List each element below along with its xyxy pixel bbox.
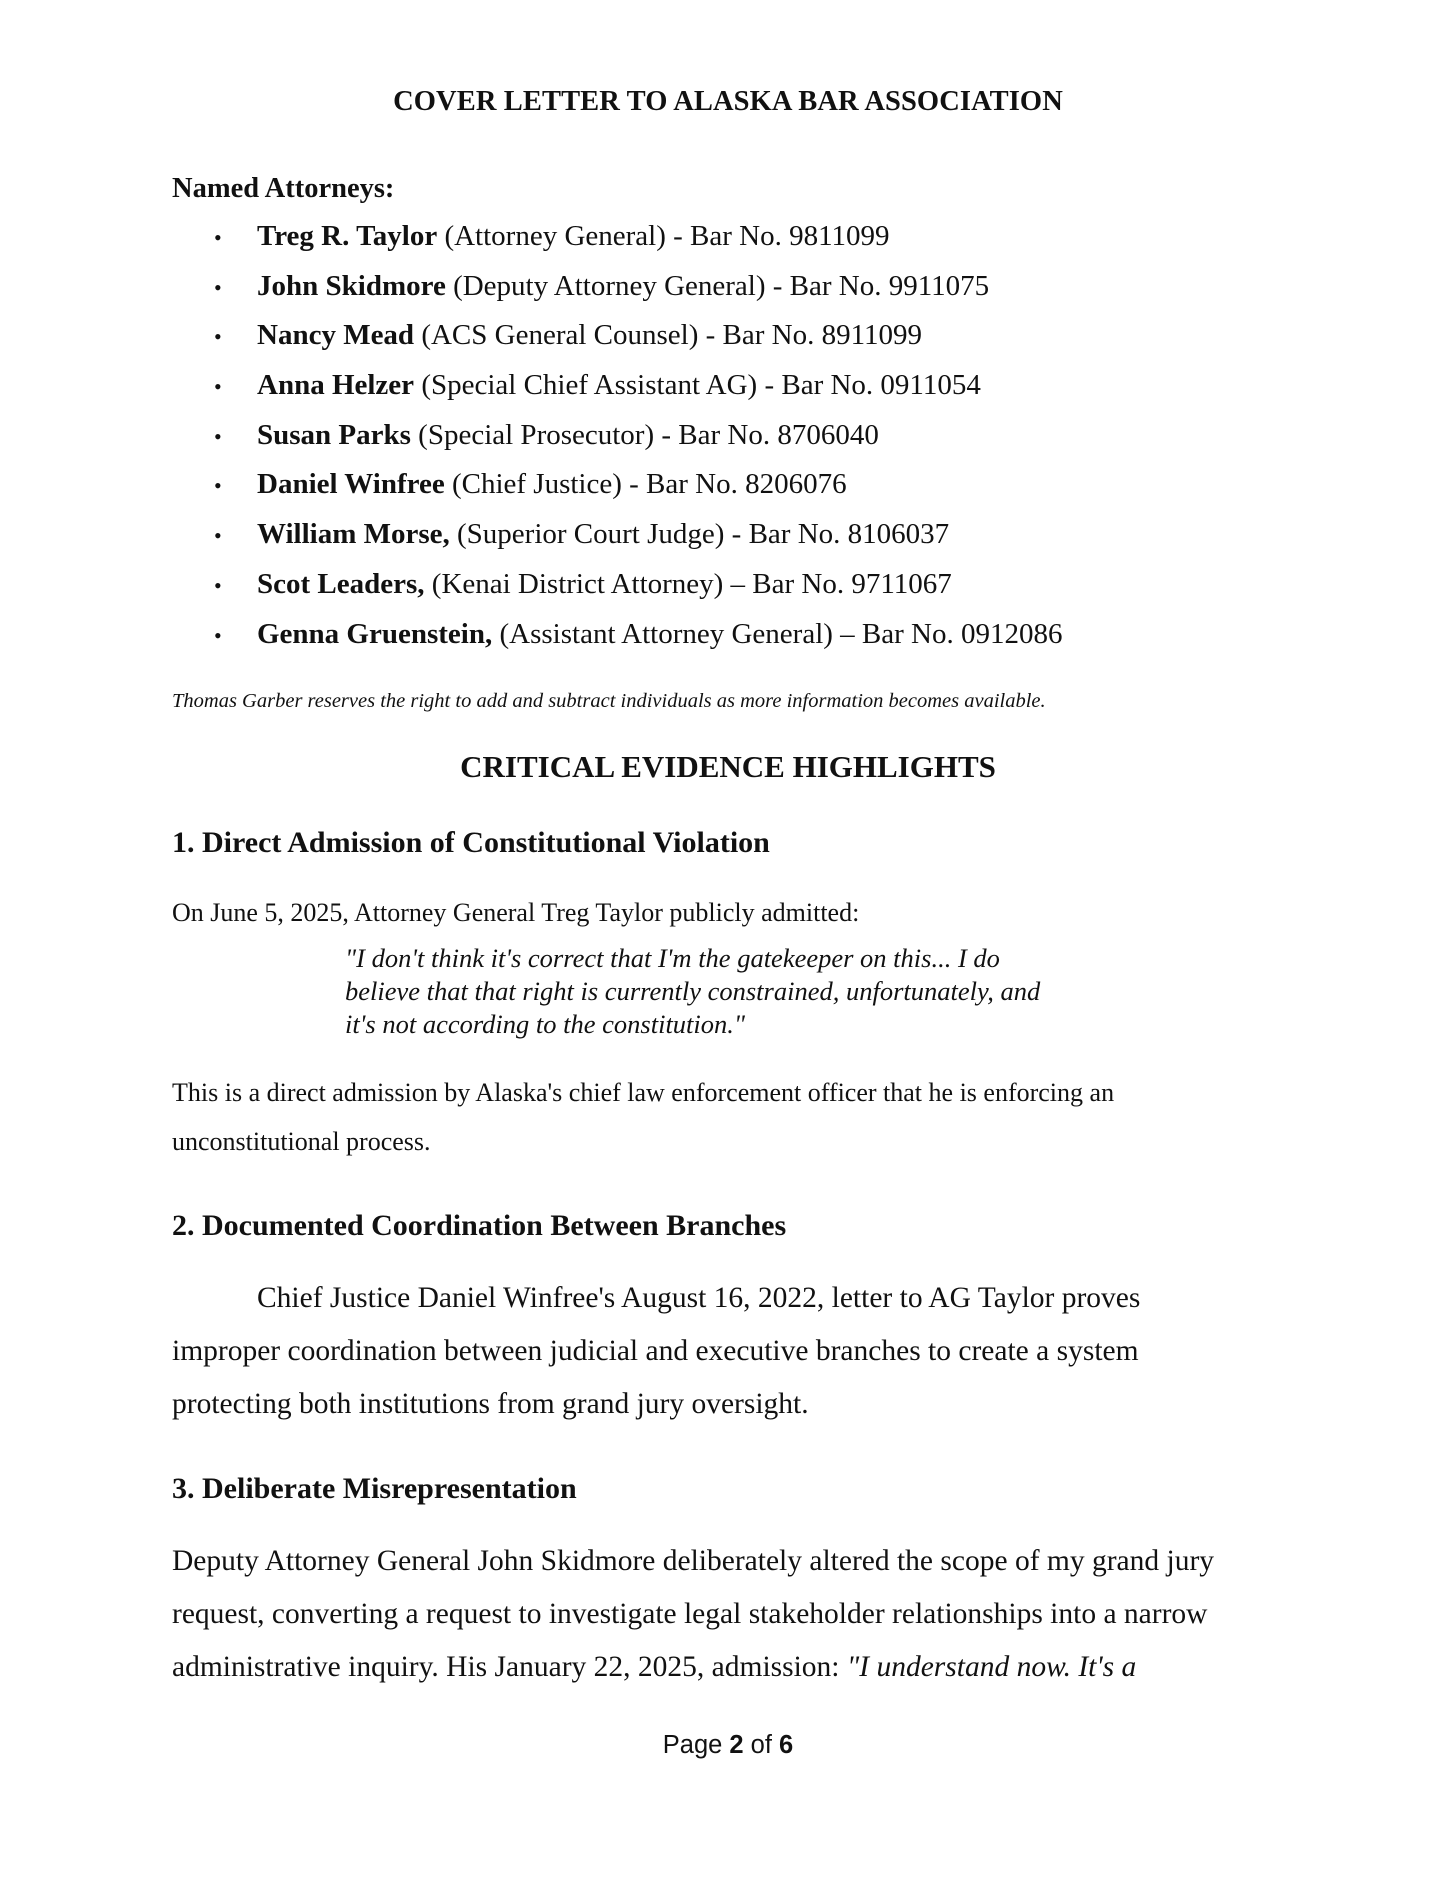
attorney-detail: (Special Prosecutor) - Bar No. 8706040 [410,418,879,451]
bullet-icon: • [214,225,222,250]
section-2-line: Chief Justice Daniel Winfree's August 16, 2022, letter to AG Taylor proves [257,1282,1141,1314]
attorney-item [172,468,1062,518]
attorney-detail: (ACS General Counsel) - Bar No. 8911099 [414,319,923,352]
attorney-detail: (Deputy Attorney General) - Bar No. 9911075 [445,269,990,302]
section-3-line [172,1641,1214,1694]
section-2-line: protecting both institutions from grand jury oversight. [172,1388,809,1420]
attorney-name: Anna Helzer [257,369,415,402]
attorney-item [172,369,1062,419]
bullet-icon: • [214,473,222,499]
section-3-line-quote: "I understand now. It's a [846,1651,1137,1683]
bullet-icon: • [214,324,222,350]
section-1-quote [345,942,1040,1041]
attorney-name: Genna Gruenstein, [257,617,493,650]
attorney-item [172,270,1062,320]
attorney-detail: (Attorney General) - Bar No. 9811099 [437,220,890,252]
attorney-item [172,518,1062,568]
attorney-item [172,618,1062,668]
footer-page-number: 2 [729,1731,744,1759]
attorney-name: Daniel Winfree [257,468,445,501]
attorney-item [172,568,1062,618]
named-attorneys-heading: Named Attorneys: [172,173,395,204]
section-2-heading: 2. Documented Coordination Between Branches [172,1209,787,1242]
attorney-detail: (Kenai District Attorney) – Bar No. 9711067 [424,567,952,600]
footer-mid: of [743,1731,780,1759]
footer-total-pages: 6 [779,1731,794,1759]
bullet-icon: • [214,622,222,648]
section-3-heading: 3. Deliberate Misrepresentation [172,1472,577,1505]
section-1-after-line: This is a direct admission by Alaska's chief law enforcement officer that he is enforcing an [172,1078,1115,1107]
attorney-item [172,319,1062,369]
attorney-detail: (Assistant Attorney General) – Bar No. 0912086 [492,617,1063,650]
attorney-name: Nancy Mead [257,319,415,352]
quote-line: "I don't think it's correct that I'm the gatekeeper on this... I do [345,943,1000,973]
bullet-icon: • [214,423,222,449]
section-title: CRITICAL EVIDENCE HIGHLIGHTS [460,749,996,784]
section-2-line: improper coordination between judicial and executive branches to create a system [172,1335,1139,1367]
bullet-icon: • [214,374,222,400]
attorney-name: Scot Leaders, [257,567,425,600]
attorney-detail: (Chief Justice) - Bar No. 8206076 [444,468,847,501]
attorney-item [172,220,1062,270]
section-3-line-plain: administrative inquiry. His January 22, 2025, admission: [172,1651,847,1683]
attorney-name: John Skidmore [257,269,446,302]
section-1-intro: On June 5, 2025, Attorney General Treg Taylor publicly admitted: [172,898,860,927]
attorney-name: Susan Parks [257,418,411,451]
attorney-detail: (Special Chief Assistant AG) - Bar No. 0911054 [414,369,981,402]
quote-line: believe that that right is currently constrained, unfortunately, and [345,976,1041,1006]
attorney-name: William Morse, [257,518,450,551]
attorney-item [172,419,1062,469]
section-1-after-line: unconstitutional process. [172,1127,431,1156]
bullet-icon: • [214,572,222,598]
attorney-name: Treg R. Taylor [257,220,438,252]
bullet-icon: • [214,523,222,549]
attorney-list [172,220,1062,667]
section-3-line: Deputy Attorney General John Skidmore deliberately altered the scope of my grand jury [172,1545,1215,1577]
footer-prefix: Page [662,1731,730,1759]
quote-line: it's not according to the constitution." [345,1009,746,1039]
document-title: COVER LETTER TO ALASKA BAR ASSOCIATION [393,86,1063,117]
section-2-body [172,1272,1140,1431]
section-3-body [172,1535,1214,1694]
section-1-heading: 1. Direct Admission of Constitutional Violation [172,826,770,859]
attorney-detail: (Superior Court Judge) - Bar No. 8106037 [449,518,950,551]
page-footer [0,1731,1456,1760]
section-3-line: request, converting a request to investigate legal stakeholder relationships into a narrow [172,1598,1208,1630]
bullet-icon: • [214,274,222,300]
reserve-note: Thomas Garber reserves the right to add and subtract individuals as more information becomes available. [172,690,1046,712]
